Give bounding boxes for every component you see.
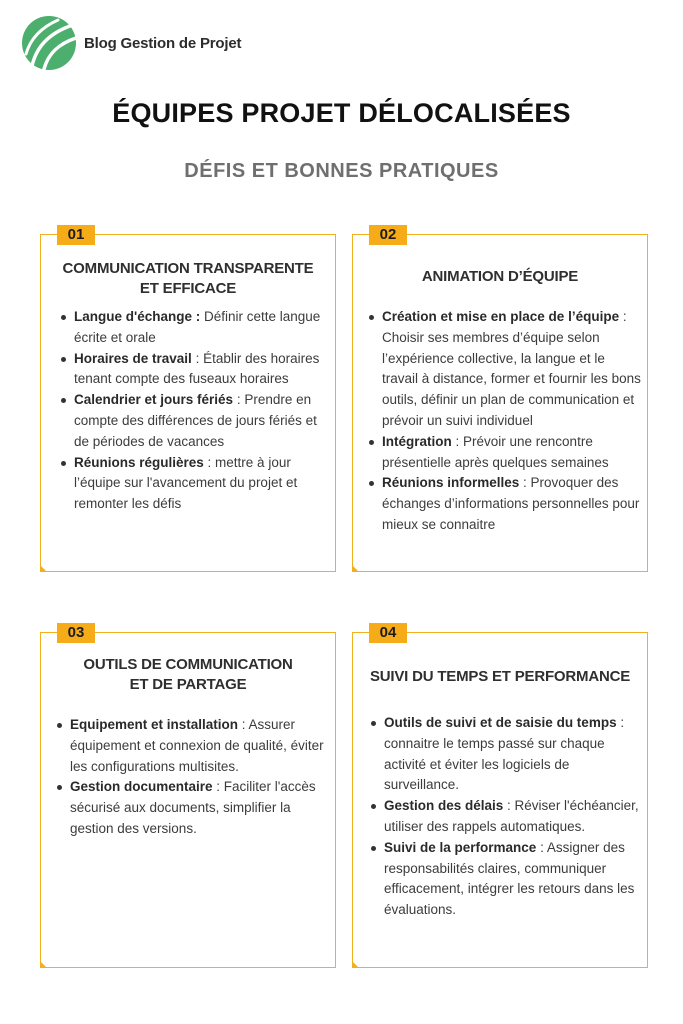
list-item: Equipement et installation : Assurer équipement et connexion de qualité, éviter les configurations multisites. xyxy=(57,715,327,777)
list-item: Horaires de travail : Établir des horaires tenant compte des fuseaux horaires xyxy=(61,349,327,391)
leaf-logo-icon xyxy=(18,14,80,72)
list-item: Création et mise en place de l’équipe : Choisir ses membres d’équipe selon l’expérience collective, la langue et le travail à distance, former et fournir les bons outils, définir un plan de communication et prévoir un suivi individuel xyxy=(369,307,641,432)
list-item: Langue d'échange : Définir cette langue écrite et orale xyxy=(61,307,327,349)
card-number-badge: 03 xyxy=(57,623,95,643)
card-list xyxy=(369,307,641,536)
card-animation xyxy=(352,226,648,572)
card-list xyxy=(371,713,641,921)
card-title: COMMUNICATION TRANSPARENTE ET EFFICACE xyxy=(62,260,314,297)
card-tools xyxy=(40,624,336,968)
card-number-badge: 04 xyxy=(369,623,407,643)
card-list xyxy=(57,715,327,840)
card-title: OUTILS DE COMMUNICATION ET DE PARTAGE xyxy=(83,656,293,693)
page-subtitle: DÉFIS ET BONNES PRATIQUES xyxy=(184,160,499,182)
card-list xyxy=(61,307,327,515)
header xyxy=(18,14,241,72)
list-item: Gestion des délais : Réviser l'échéancier, utiliser des rappels automatiques. xyxy=(371,796,641,838)
list-item: Gestion documentaire : Faciliter l'accès sécurisé aux documents, simplifier la gestion des versions. xyxy=(57,777,327,839)
card-number-badge: 01 xyxy=(57,225,95,245)
page-title: ÉQUIPES PROJET DÉLOCALISÉES xyxy=(112,98,571,128)
list-item: Outils de suivi et de saisie du temps : connaitre le temps passé sur chaque activité et éviter les logiciels de surveillance. xyxy=(371,713,641,796)
list-item: Suivi de la performance : Assigner des responsabilités claires, communiquer efficacement, intégrer les retours dans les évaluations. xyxy=(371,838,641,921)
list-item: Intégration : Prévoir une rencontre présentielle après quelques semaines xyxy=(369,432,641,474)
list-item: Réunions informelles : Provoquer des échanges d’informations personnelles pour mieux se connaitre xyxy=(369,473,641,535)
list-item: Calendrier et jours fériés : Prendre en compte des différences de jours fériés et de périodes de vacances xyxy=(61,390,327,452)
list-item: Réunions régulières : mettre à jour l’équipe sur l'avancement du projet et remonter les défis xyxy=(61,453,327,515)
card-communication xyxy=(40,226,336,572)
card-title: SUIVI DU TEMPS ET PERFORMANCE xyxy=(369,668,631,685)
brand-name: Blog Gestion de Projet xyxy=(84,34,242,52)
card-title: ANIMATION D’ÉQUIPE xyxy=(421,268,579,285)
card-number-badge: 02 xyxy=(369,225,407,245)
card-time-tracking xyxy=(352,624,648,968)
